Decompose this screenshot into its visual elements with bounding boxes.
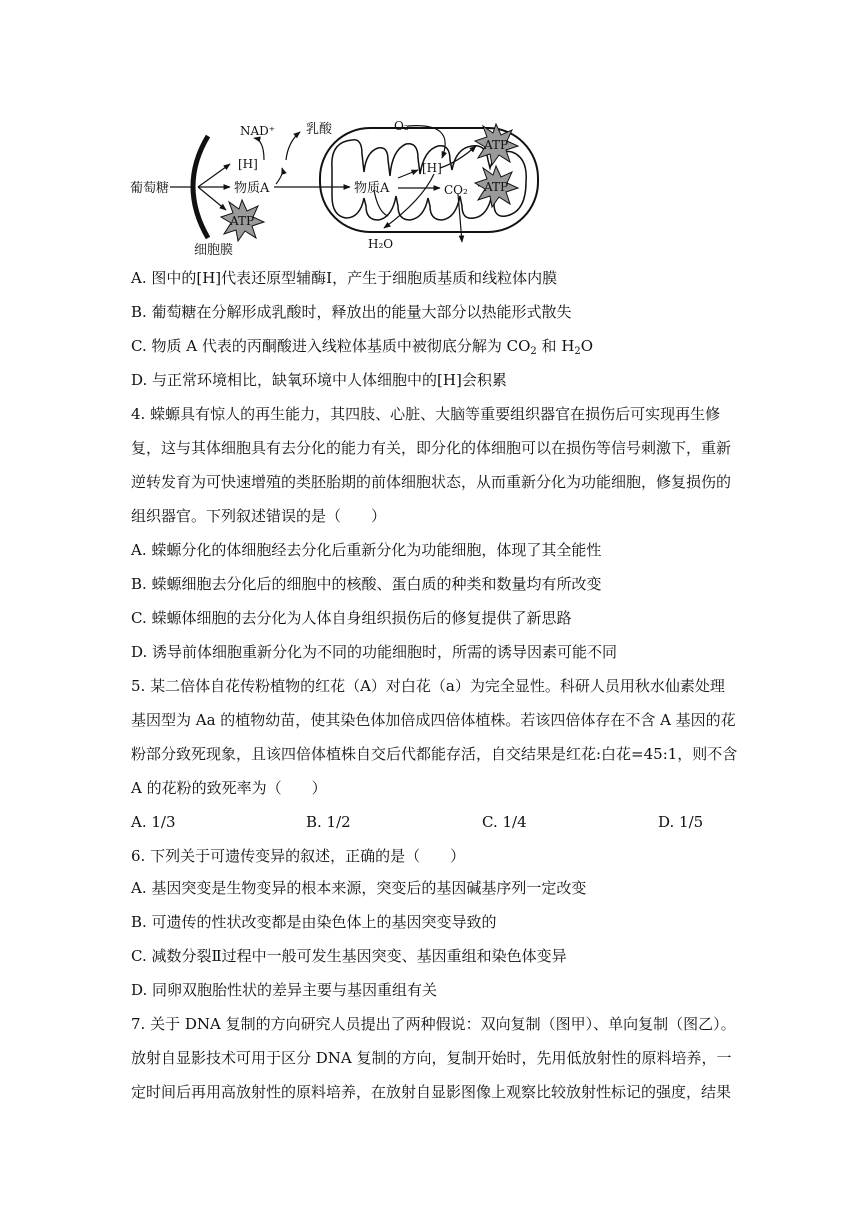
q3-option-c	[131, 336, 731, 356]
q4-option-b: B. 蝾螈细胞去分化后的细胞中的核酸、蛋白质的种类和数量均有所改变	[131, 575, 602, 593]
q3-option-c-suffix: O	[580, 337, 594, 355]
q5-option-b: B. 1/2	[306, 813, 351, 831]
lactic-acid-label: 乳酸	[306, 122, 333, 137]
atp-burst-mito-top	[475, 124, 518, 165]
q4-stem-line-2: 复，这与其体细胞具有去分化的能力有关，即分化的体细胞可以在损伤等信号刺激下，重新	[131, 439, 732, 457]
q3-option-a: A. 图中的[H]代表还原型辅酶Ⅰ，产生于细胞质基质和线粒体内膜	[131, 269, 558, 287]
atp-burst-mito-bottom	[475, 166, 518, 207]
svg-text:ATP: ATP	[484, 180, 509, 194]
q5-option-d: D. 1/5	[658, 813, 704, 831]
q6-option-a: A. 基因突变是生物变异的根本来源，突变后的基因碱基序列一定改变	[131, 879, 587, 897]
q7-stem-line-2: 放射自显影技术可用于区分 DNA 复制的方向，复制开始时，先用低放射性的原料培养，一	[131, 1049, 732, 1067]
q5-stem-line-1: 5. 某二倍体自花传粉植物的红花（A）对白花（a）为完全显性。科研人员用秋水仙素处理	[131, 677, 725, 695]
substance-a-cyto-label: 物质A	[234, 181, 270, 196]
svg-text:ATP: ATP	[230, 214, 255, 228]
q5-option-c: C. 1/4	[482, 813, 527, 831]
membrane-label: 细胞膜	[194, 243, 234, 258]
q6-option-d: D. 同卵双胞胎性状的差异主要与基因重组有关	[131, 981, 438, 999]
q3-option-c-sub1: 2	[530, 346, 537, 357]
q3-option-c-sub2: 2	[574, 346, 581, 357]
q3-option-d: D. 与正常环境相比，缺氧环境中人体细胞中的[H]会积累	[131, 371, 507, 389]
nad-label: NAD⁺	[240, 124, 276, 138]
q4-option-d: D. 诱导前体细胞重新分化为不同的功能细胞时，所需的诱导因素可能不同	[131, 643, 618, 661]
glucose-label: 葡萄糖	[130, 181, 170, 196]
h-cyto-label: [H]	[238, 157, 258, 171]
q5-option-a: A. 1/3	[131, 813, 176, 831]
q7-stem-line-1: 7. 关于 DNA 复制的方向研究人员提出了两种假说：双向复制（图甲）、单向复制（图乙）。	[131, 1015, 736, 1033]
h-mito-label: [H]	[422, 161, 442, 175]
q4-stem-line-3: 逆转发育为可快速增殖的类胚胎期的前体细胞状态，从而重新分化为功能细胞，修复损伤的	[131, 473, 732, 491]
q4-stem-line-1: 4. 蝾螈具有惊人的再生能力，其四肢、心脏、大脑等重要组织器官在损伤后可实现再生修	[131, 405, 721, 423]
svg-text:ATP: ATP	[484, 138, 509, 152]
q5-stem-line-2: 基因型为 Aa 的植物幼苗，使其染色体加倍成四倍体植株。若该四倍体存在不含 A 基因的花	[131, 711, 736, 729]
q6-option-c: C. 减数分裂Ⅱ过程中一般可发生基因突变、基因重组和染色体变异	[131, 947, 567, 965]
o2-label: O₂	[394, 119, 409, 133]
q4-option-c: C. 蝾螈体细胞的去分化为人体自身组织损伤后的修复提供了新思路	[131, 609, 572, 627]
q4-option-a: A. 蝾螈分化的体细胞经去分化后重新分化为功能细胞，体现了其全能性	[131, 541, 602, 559]
q5-stem-line-3: 粉部分致死现象，且该四倍体植株自交后代都能存活，自交结果是红花:白花=45:1，则不含	[131, 745, 738, 763]
q6-stem: 6. 下列关于可遗传变异的叙述，正确的是（ ）	[131, 847, 466, 865]
q3-option-c-mid: 和 H	[536, 337, 575, 355]
respiration-diagram	[126, 108, 556, 258]
atp-burst-cyto	[221, 200, 264, 241]
co2-label: CO₂	[444, 183, 468, 197]
q4-stem-line-4: 组织器官。下列叙述错误的是（ ）	[131, 507, 387, 525]
q6-option-b: B. 可遗传的性状改变都是由染色体上的基因突变导致的	[131, 913, 497, 931]
q3-option-b: B. 葡萄糖在分解形成乳酸时，释放出的能量大部分以热能形式散失	[131, 303, 572, 321]
substance-a-mito-label: 物质A	[354, 181, 390, 196]
h2o-label: H₂O	[368, 237, 394, 251]
q7-stem-line-3: 定时间后再用高放射性的原料培养，在放射自显影图像上观察比较放射性标记的强度，结果	[131, 1083, 732, 1101]
q5-stem-line-4: A 的花粉的致死率为（ ）	[131, 779, 327, 797]
q3-option-c-text: C. 物质 A 代表的丙酮酸进入线粒体基质中被彻底分解为 CO	[131, 337, 531, 355]
